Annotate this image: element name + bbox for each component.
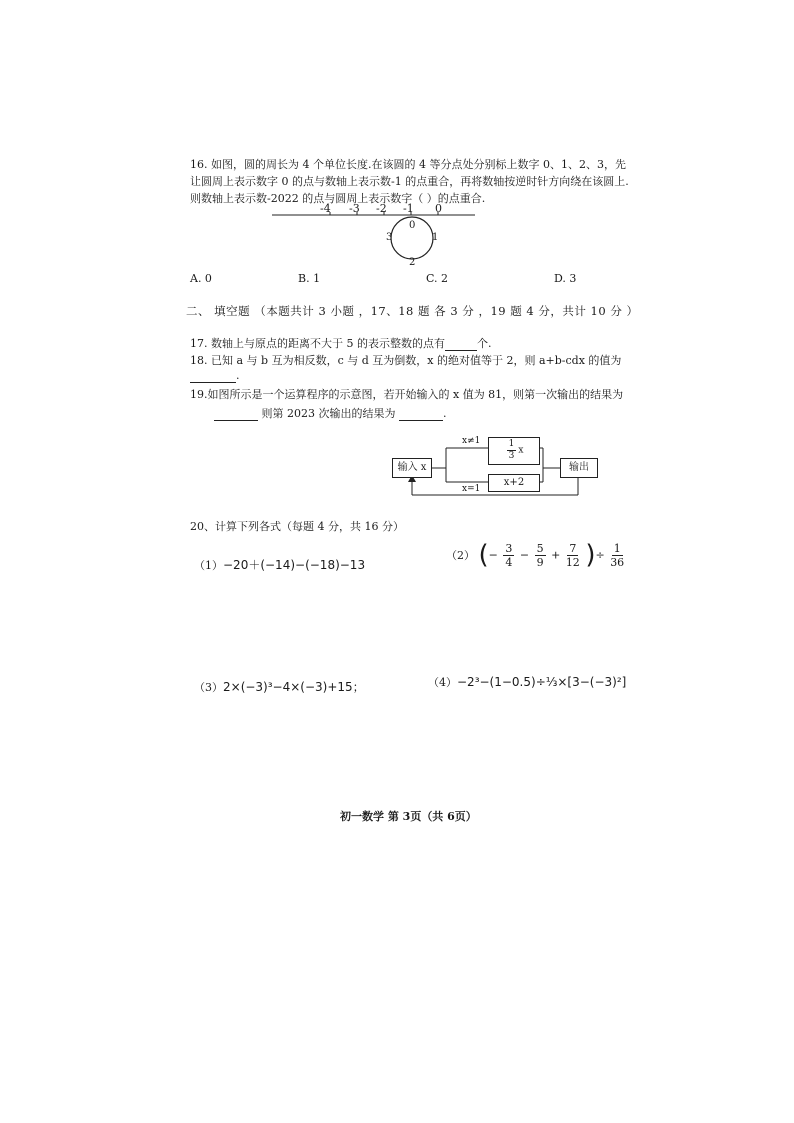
option-c: C. 2 bbox=[426, 272, 449, 285]
q17 bbox=[190, 335, 491, 351]
q20-title: 20、计算下列各式（每题 4 分，共 16 分） bbox=[190, 520, 404, 533]
tick-label: 0 bbox=[435, 202, 442, 215]
part-label: （4） bbox=[428, 676, 457, 689]
q18-blank bbox=[190, 369, 236, 383]
flow-cond-bottom: x=1 bbox=[462, 484, 481, 494]
part3-expression: 2×(−3)³−4×(−3)+15； bbox=[223, 680, 365, 694]
part-label: （1） bbox=[194, 559, 223, 572]
circle-label-top: 0 bbox=[409, 220, 416, 231]
third-fraction bbox=[507, 439, 517, 462]
q17-blank bbox=[445, 337, 477, 351]
q20-part1 bbox=[194, 556, 365, 573]
frac-den: 9 bbox=[536, 555, 544, 569]
circle-label-right: 1 bbox=[432, 232, 439, 243]
option-d: D. 3 bbox=[554, 272, 577, 285]
flow-op-top-box bbox=[488, 437, 540, 465]
q18-end: . bbox=[236, 369, 240, 382]
q19-mid-text: 则第 2023 次输出的结果为 bbox=[261, 407, 396, 420]
right-paren: ) bbox=[585, 540, 596, 570]
flow-input-box: 输入 x bbox=[392, 458, 432, 478]
frac-num: 3 bbox=[505, 541, 513, 555]
frac-den: 3 bbox=[508, 451, 515, 461]
tick-label: -4 bbox=[320, 202, 331, 215]
q19-blank-2 bbox=[399, 407, 443, 421]
frac-den: 36 bbox=[610, 555, 625, 569]
plus-sign: + bbox=[551, 548, 561, 562]
q17-text: 17. 数轴上与原点的距离不大于 5 的表示整数的点有 bbox=[190, 337, 445, 350]
frac-var: x bbox=[518, 445, 524, 456]
q20-part2 bbox=[446, 540, 626, 570]
part-label: （3） bbox=[194, 681, 223, 694]
divide-sign: ÷ bbox=[595, 548, 605, 562]
tick-label: -1 bbox=[403, 202, 414, 215]
q18-answer bbox=[190, 369, 240, 383]
q16-line3: 则数轴上表示数-2022 的点与圆周上表示数字（ ）的点重合. bbox=[190, 192, 486, 205]
option-a: A. 0 bbox=[190, 272, 212, 285]
tick-label: -3 bbox=[349, 202, 360, 215]
tick-label: -2 bbox=[376, 202, 387, 215]
q16-line1: 16. 如图，圆的周长为 4 个单位长度.在该圆的 4 等分点处分别标上数字 0、1、2、3，先 bbox=[190, 158, 626, 171]
frac-1 bbox=[503, 542, 514, 569]
frac-num: 7 bbox=[569, 541, 577, 555]
frac-den: 12 bbox=[565, 555, 580, 569]
frac-divisor bbox=[610, 542, 624, 569]
left-paren: ( bbox=[478, 540, 489, 570]
q20-part3 bbox=[194, 678, 365, 695]
q18-text: 18. 已知 a 与 b 互为相反数，c 与 d 互为倒数，x 的绝对值等于 2，则 a+b-cdx 的值为 bbox=[190, 354, 622, 367]
minus-sign: − bbox=[519, 548, 530, 562]
section-title: 二、 填空题 （本题共计 3 小题 ，17、18 题 各 3 分 ，19 题 4 分，共计 10 分 ） bbox=[186, 304, 639, 318]
flow-cond-top: x≠1 bbox=[462, 436, 481, 446]
frac-3 bbox=[566, 542, 580, 569]
frac-num: 1 bbox=[613, 541, 621, 555]
circle-label-left: 3 bbox=[386, 232, 393, 243]
q19-line1: 19.如图所示是一个运算程序的示意图，若开始输入的 x 值为 81，则第一次输出的结果为 bbox=[190, 388, 624, 401]
frac-num: 1 bbox=[508, 439, 515, 449]
q19-line2 bbox=[214, 405, 447, 421]
q17-end: 个. bbox=[476, 337, 492, 350]
q19-blank-1 bbox=[214, 407, 258, 421]
circle-label-bottom: 2 bbox=[409, 257, 416, 268]
q16-line2: 让圆周上表示数字 0 的点与数轴上表示数-1 的点重合，再将数轴按逆时针方向绕在该圆上. bbox=[190, 175, 629, 188]
q19-end: . bbox=[443, 407, 447, 420]
flow-output-box: 输出 bbox=[560, 458, 598, 478]
part1-expression: −20＋(−14)−(−18)−13 bbox=[223, 558, 366, 572]
frac-2 bbox=[535, 542, 546, 569]
page-footer: 初一数学 第 3页（共 6页） bbox=[340, 810, 477, 823]
part4-expression: −2³−(1−0.5)÷⅓×[3−(−3)²] bbox=[457, 675, 627, 689]
part-label: （2） bbox=[446, 549, 475, 562]
frac-num: 5 bbox=[536, 541, 544, 555]
number-line-figure bbox=[270, 200, 480, 270]
q20-part4 bbox=[428, 674, 626, 690]
option-b: B. 1 bbox=[298, 272, 321, 285]
flow-op-bottom-box: x+2 bbox=[488, 474, 540, 492]
minus-sign: − bbox=[488, 548, 498, 562]
frac-den: 4 bbox=[505, 555, 513, 569]
